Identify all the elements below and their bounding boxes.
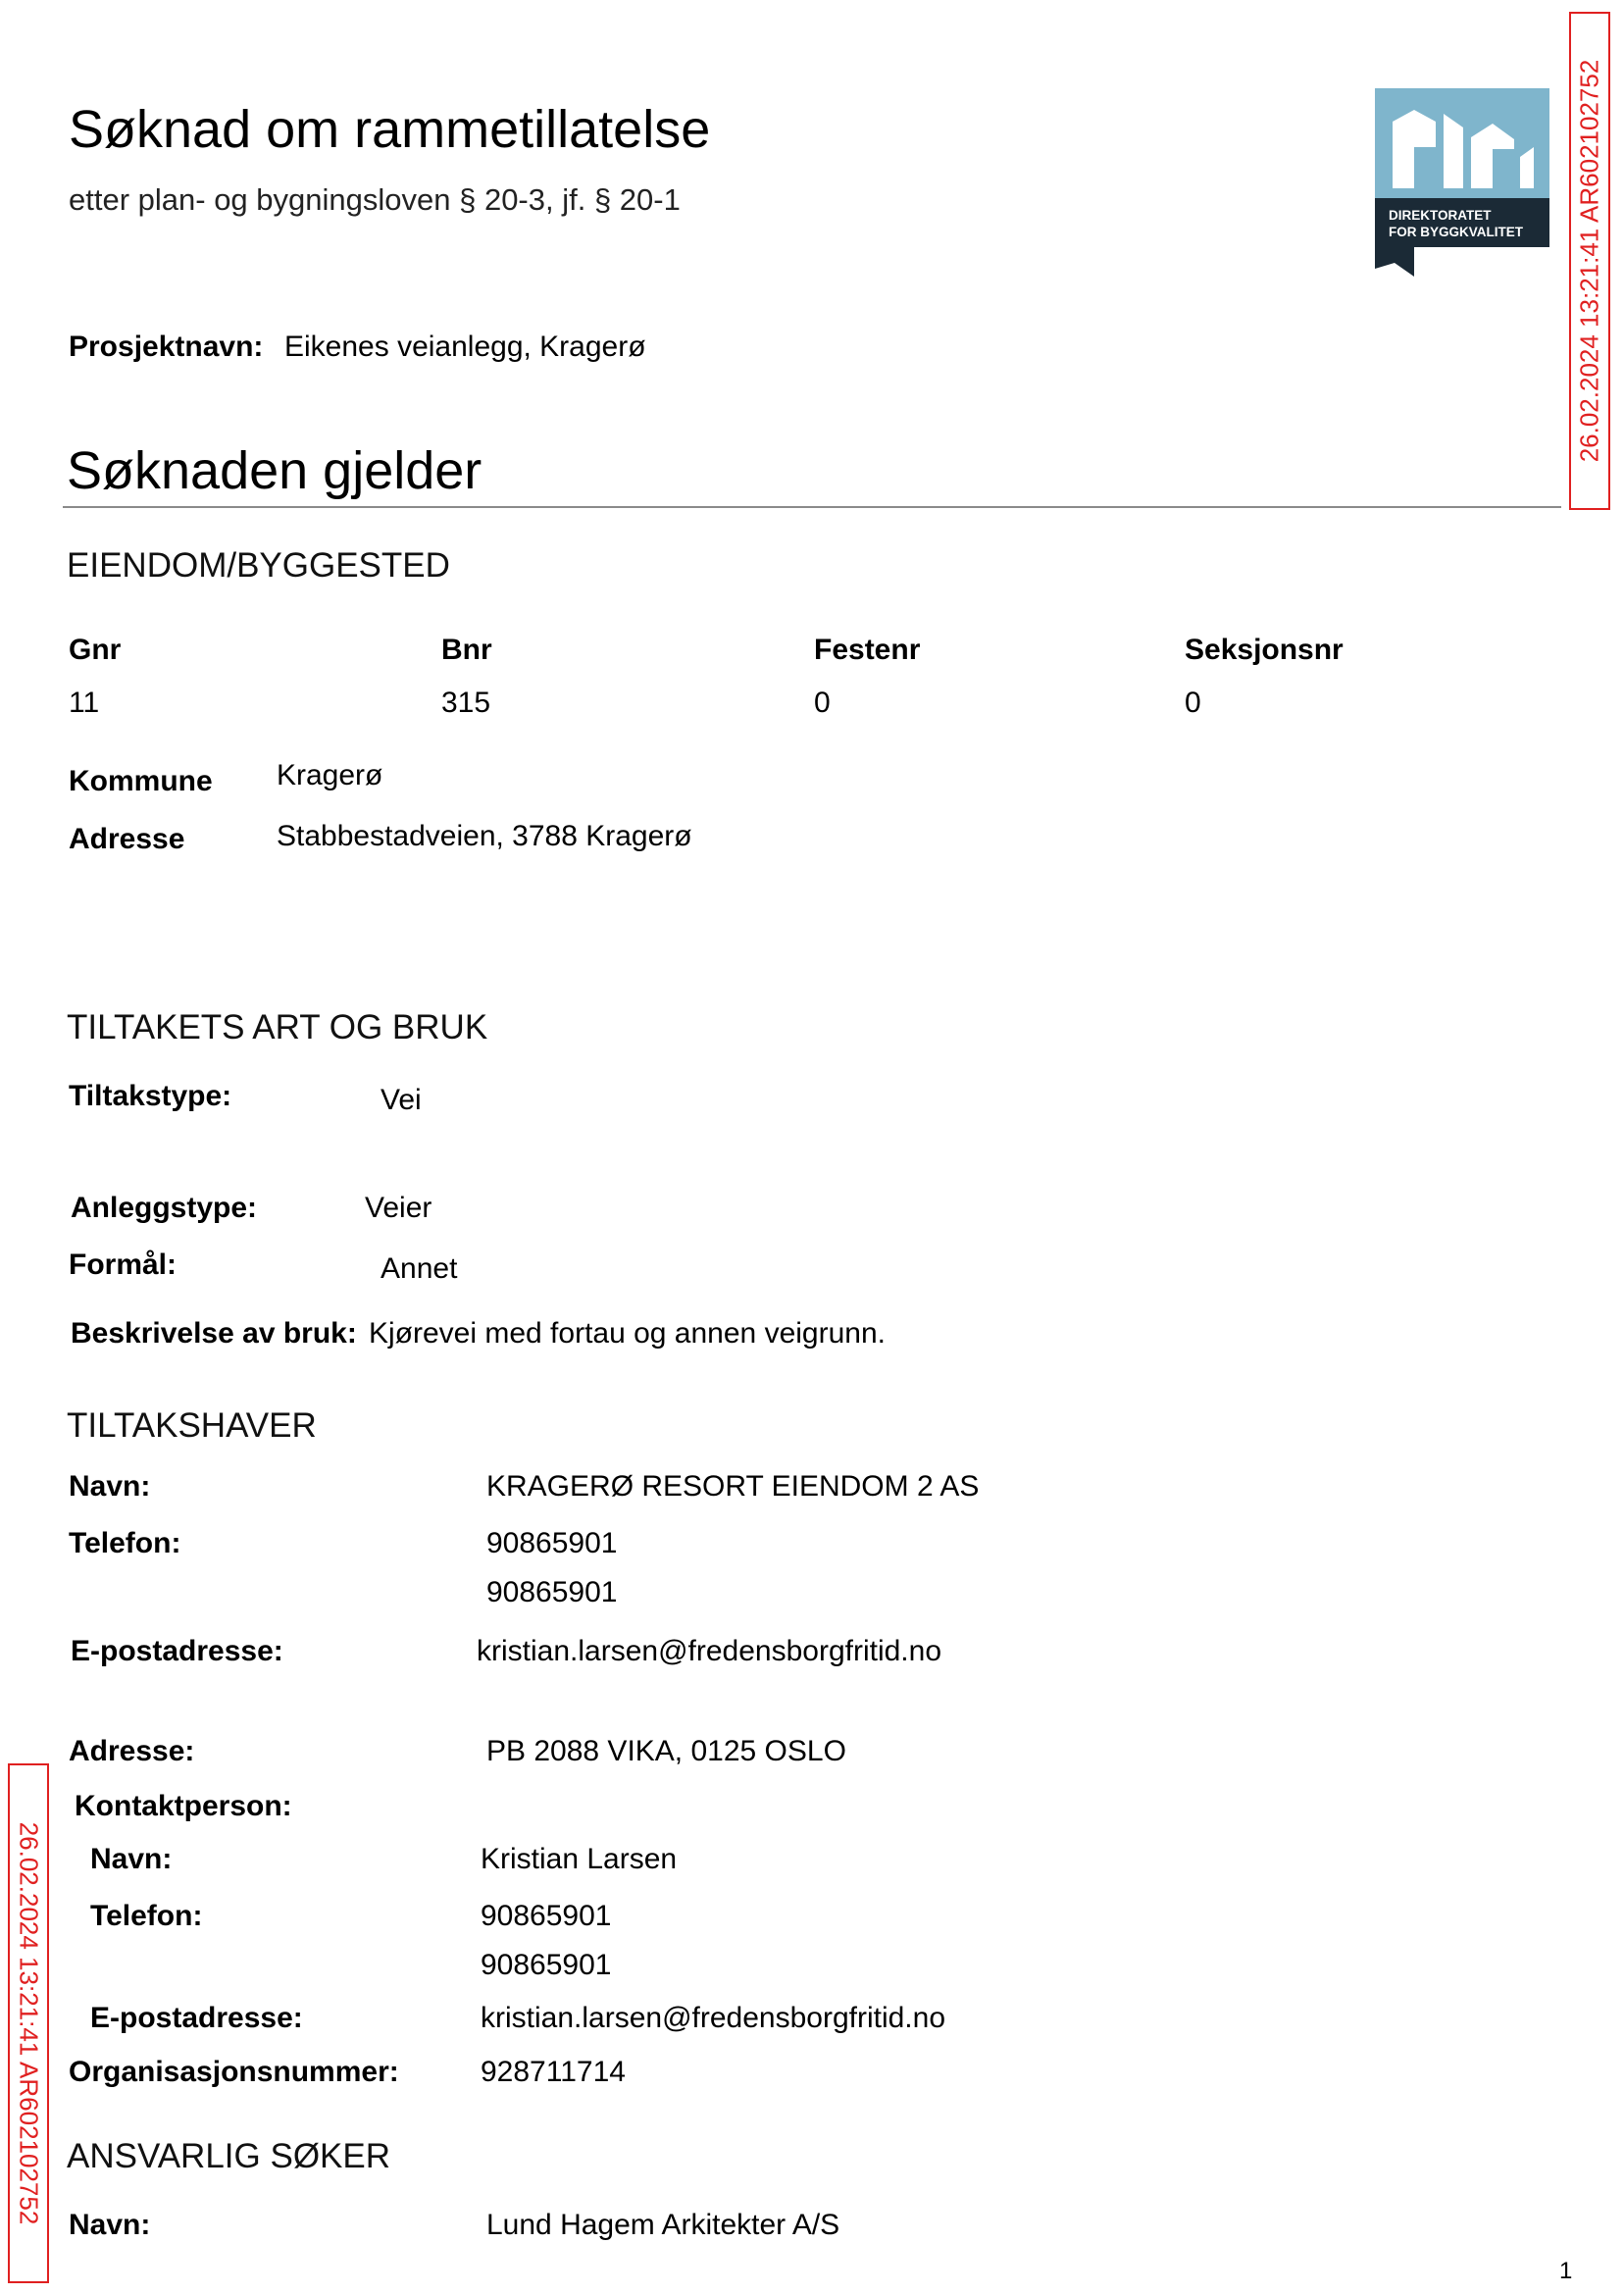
timestamp-stamp-top (1569, 12, 1610, 510)
timestamp-stamp-left (8, 1763, 49, 2283)
tiltakstype-label: Tiltakstype: (69, 1080, 232, 1112)
bnr-value: 315 (441, 687, 491, 719)
adresse-label: Adresse (69, 823, 185, 855)
tiltakshaver-navn-value: KRAGERØ RESORT EIENDOM 2 AS (486, 1470, 980, 1503)
formal-label: Formål: (69, 1249, 178, 1281)
page-number: 1 (1559, 2258, 1573, 2284)
project-value: Eikenes veianlegg, Kragerø (284, 331, 646, 363)
gnr-label: Gnr (69, 634, 122, 666)
ansvarlig-navn-label: Navn: (69, 2209, 151, 2241)
project-label: Prosjektnavn: (69, 331, 264, 363)
eiendom-heading: EIENDOM/BYGGESTED (67, 546, 450, 585)
kontakt-navn-value: Kristian Larsen (481, 1843, 678, 1875)
orgnr-value: 928711714 (481, 2056, 626, 2088)
beskrivelse-value: Kjørevei med fortau og annen veigrunn. (369, 1317, 886, 1350)
tiltakshaver-navn-label: Navn: (69, 1470, 151, 1503)
adresse-value: Stabbestadveien, 3788 Kragerø (277, 820, 692, 852)
orgnr-label: Organisasjonsnummer: (69, 2056, 399, 2088)
timestamp-stamp-top-text: 26.02.2024 13:21:41 AR602102752 (1574, 59, 1604, 463)
kontakt-telefon-value-1: 90865901 (481, 1900, 612, 1932)
ansvarlig-navn-value: Lund Hagem Arkitekter A/S (486, 2209, 840, 2241)
logo-line1: DIREKTORATET (1389, 208, 1492, 223)
tiltakstype-value: Vei (381, 1084, 422, 1116)
kontaktperson-label: Kontaktperson: (75, 1790, 292, 1822)
document-title: Søknad om rammetillatelse (69, 100, 711, 159)
beskrivelse-label: Beskrivelse av bruk: (71, 1317, 357, 1350)
seksjonsnr-value: 0 (1185, 687, 1201, 719)
anleggstype-value: Veier (365, 1192, 432, 1224)
tiltakshaver-epost-label: E-postadresse: (71, 1635, 283, 1667)
gnr-value: 11 (69, 687, 100, 719)
kommune-label: Kommune (69, 765, 213, 797)
tiltak-heading: TILTAKETS ART OG BRUK (67, 1008, 488, 1046)
festenr-value: 0 (814, 687, 831, 719)
dibk-logo (1375, 88, 1549, 277)
kontakt-telefon-value-2: 90865901 (481, 1949, 612, 1981)
kontakt-epost-value: kristian.larsen@fredensborgfritid.no (481, 2002, 946, 2034)
bnr-label: Bnr (441, 634, 492, 666)
tiltakshaver-telefon-value-1: 90865901 (486, 1527, 618, 1559)
kontakt-navn-label: Navn: (90, 1843, 173, 1875)
section-title: Søknaden gjelder (67, 441, 482, 500)
ansvarlig-heading: ANSVARLIG SØKER (67, 2137, 391, 2175)
formal-value: Annet (381, 1252, 458, 1285)
festenr-label: Festenr (814, 634, 921, 666)
anleggstype-label: Anleggstype: (71, 1192, 258, 1224)
document-subtitle: etter plan- og bygningsloven § 20-3, jf. § 20-1 (69, 182, 681, 217)
seksjonsnr-label: Seksjonsnr (1185, 634, 1344, 666)
tiltakshaver-telefon-label: Telefon: (69, 1527, 181, 1559)
kontakt-telefon-label: Telefon: (90, 1900, 203, 1932)
section-divider (63, 506, 1561, 508)
tiltakshaver-telefon-value-2: 90865901 (486, 1576, 618, 1608)
kommune-value: Kragerø (277, 759, 383, 791)
timestamp-stamp-left-text: 26.02.2024 13:21:41 AR602102752 (14, 1821, 44, 2225)
tiltakshaver-heading: TILTAKSHAVER (67, 1406, 317, 1445)
kontakt-epost-label: E-postadresse: (90, 2002, 303, 2034)
tiltakshaver-adresse-value: PB 2088 VIKA, 0125 OSLO (486, 1735, 846, 1767)
tiltakshaver-epost-value: kristian.larsen@fredensborgfritid.no (477, 1635, 942, 1667)
logo-line2: FOR BYGGKVALITET (1389, 225, 1523, 239)
tiltakshaver-adresse-label: Adresse: (69, 1735, 195, 1767)
